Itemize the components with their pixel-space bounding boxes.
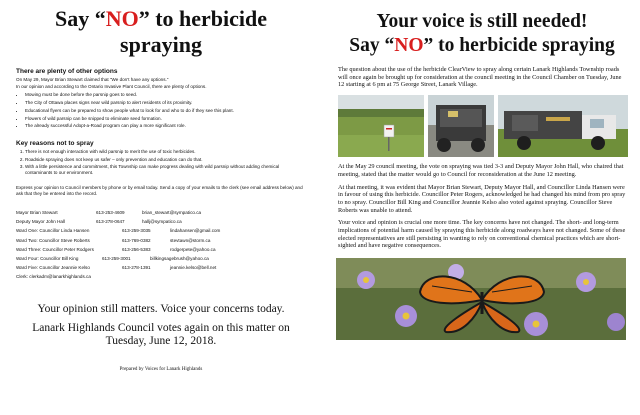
contact-name: Ward Three: Councillor Peter Rodgers xyxy=(16,246,94,252)
contact-phone[interactable]: 613-256-5383 xyxy=(122,246,151,252)
intro-text-2: In our opinion and according to the Ontario Invasive Plant Council, there are plenty of options. xyxy=(16,83,207,89)
photo-strip xyxy=(338,95,626,157)
contact-phone[interactable]: 613-769-0382 xyxy=(122,237,151,243)
contact-list xyxy=(16,208,306,282)
monarch-butterfly-photo xyxy=(336,258,626,340)
vote-date-statement: Lanark Highlands Council votes again on this matter on Tuesday, June 12, 2018. xyxy=(32,321,290,348)
list-item: 3. With a little persistence and commitment, this Township can make progress dealing with wild parsnip without adding chemical contaminants to our environment. xyxy=(25,164,306,177)
contact-row xyxy=(16,236,306,245)
contact-email[interactable]: stevtawn@storm.ca xyxy=(170,237,211,243)
list-item: 2. Roadside spraying does not keep us safer – only prevention and education can do that. xyxy=(25,157,306,163)
contact-phone[interactable]: 613-278-1391 xyxy=(122,265,151,271)
prepared-by: Prepared by Voices for Lanark Highlands xyxy=(119,366,203,372)
contact-name: Ward Five: Councillor Jeannie Kelso xyxy=(16,265,90,271)
spray-truck-rear-photo xyxy=(428,95,494,157)
list-item: • The City of Ottawa places signs near wild parsnip to alert residents of its proximity. xyxy=(25,99,306,107)
contact-row xyxy=(16,217,306,226)
left-title: Say “NO” to herbicide spraying xyxy=(54,6,268,57)
contact-email[interactable]: brian_stewart@sympatico.ca xyxy=(142,209,202,215)
right-page xyxy=(320,0,640,415)
list-item: • Flowers of wild parsnip can be snipped to eliminate seed formation. xyxy=(25,115,306,123)
options-heading: There are plenty of other options xyxy=(16,68,118,75)
clerk-row[interactable]: Clerk: clerkadm@lanarkhighlands.ca xyxy=(16,274,91,280)
contact-phone[interactable]: 613-253-4609 xyxy=(96,209,125,215)
contact-phone[interactable]: 613-259-3035 xyxy=(122,228,151,234)
list-item: • Mowing must be done before the parsnip goes to seed. xyxy=(25,91,306,99)
contact-email[interactable]: hallj@sympatico.ca xyxy=(142,219,182,225)
paragraph-voice-crucial: Your voice and opinion is crucial one more time. The key concerns have not changed. The short- and long-term implications of potential harm caused by spraying this herbicide along roadways have not changed. Some of these elected representatives are still persisting in wanting to rely on conventional chemical practices which are short-sighted and have negative consequences. xyxy=(338,219,626,250)
right-title-line1: Your voice is still needed! xyxy=(376,11,588,32)
contact-row xyxy=(16,263,306,272)
intro-text-1: On May 29, Mayor Brian Stewart claimed that “We don’t have any options.” xyxy=(16,77,169,82)
closing-statement: Your opinion still matters. Voice your concerns today. xyxy=(37,302,285,315)
reasons-heading: Key reasons not to spray xyxy=(16,140,94,148)
paragraph-vote-tied: At the May 29 council meeting, the vote on spraying was tied 3-3 and Deputy Mayor John Hall, who chaired that meeting, stated that the matter would go to Council for reconsideration at the June 12 meeting. xyxy=(338,163,624,178)
contact-phone[interactable]: 613-259-3001 xyxy=(102,256,131,261)
list-item: • The already successful Adopt-a-Road program can play a more significant role. xyxy=(25,122,306,130)
contact-name: Deputy Mayor John Hall xyxy=(16,219,66,225)
roadside-sign-photo xyxy=(338,95,424,157)
contact-name: Mayor Brian Stewart xyxy=(16,209,58,215)
contact-email[interactable]: rodgerpete@yahoo.ca xyxy=(170,246,216,252)
right-title-line2: Say “NO” to herbicide spraying xyxy=(349,35,615,56)
express-text: Express your opinion to Council members by phone or by email today. Send a copy of your emails to the clerk (see email address below) and ask that they be entered into the record. xyxy=(16,184,303,197)
contact-email[interactable]: jeannie.kelso@bell.net xyxy=(170,265,217,271)
contact-row xyxy=(16,254,306,263)
contact-row xyxy=(16,208,306,217)
list-item: • Educational flyers can be prepared to show people what to look for and who to do if they see this plant. xyxy=(25,107,306,115)
list-item: 1. There is not enough interaction with wild parsnip to merit the use of toxic herbicides. xyxy=(25,149,306,155)
options-list xyxy=(16,91,306,130)
contact-row xyxy=(16,245,306,254)
paragraph-council-positions: At that meeting, it was evident that Mayor Brian Stewart, Deputy Mayor Hall, and Councillor Linda Hansen were in favour of using this herbicide. Councillor Peter Rogers, acknowledged he had changed his mind from pro spray to no spray. Councillor Bill King and Councillor Jeannie Kelso also voted against spraying. Councillor Steve Roberts was unable to attend. xyxy=(338,183,626,214)
paragraph-meeting: The question about the use of the herbicide ClearView to spray along certain Lanark Highlands Township roads will once again be brought up for consideration at the council meeting in the Council Chamber on Tuesday, June 12 starting at 6 pm at 75 George Street, Lanark Village. xyxy=(338,66,622,89)
spray-truck-side-photo xyxy=(498,95,628,157)
contact-email[interactable]: lindahansen@gmail.com xyxy=(170,228,221,234)
contact-phone[interactable]: 613-278-0647 xyxy=(96,219,125,225)
contact-name: Ward Four: Councillor Bill King xyxy=(16,256,79,261)
reasons-list xyxy=(16,149,306,177)
contact-name: Ward One: Councillor Linda Hansen xyxy=(16,228,90,234)
contact-email[interactable]: billkingsagebrush@yahoo.ca xyxy=(150,256,209,261)
contact-row xyxy=(16,226,306,235)
contact-name: Ward Two: Councillor Steve Roberts xyxy=(16,237,90,243)
